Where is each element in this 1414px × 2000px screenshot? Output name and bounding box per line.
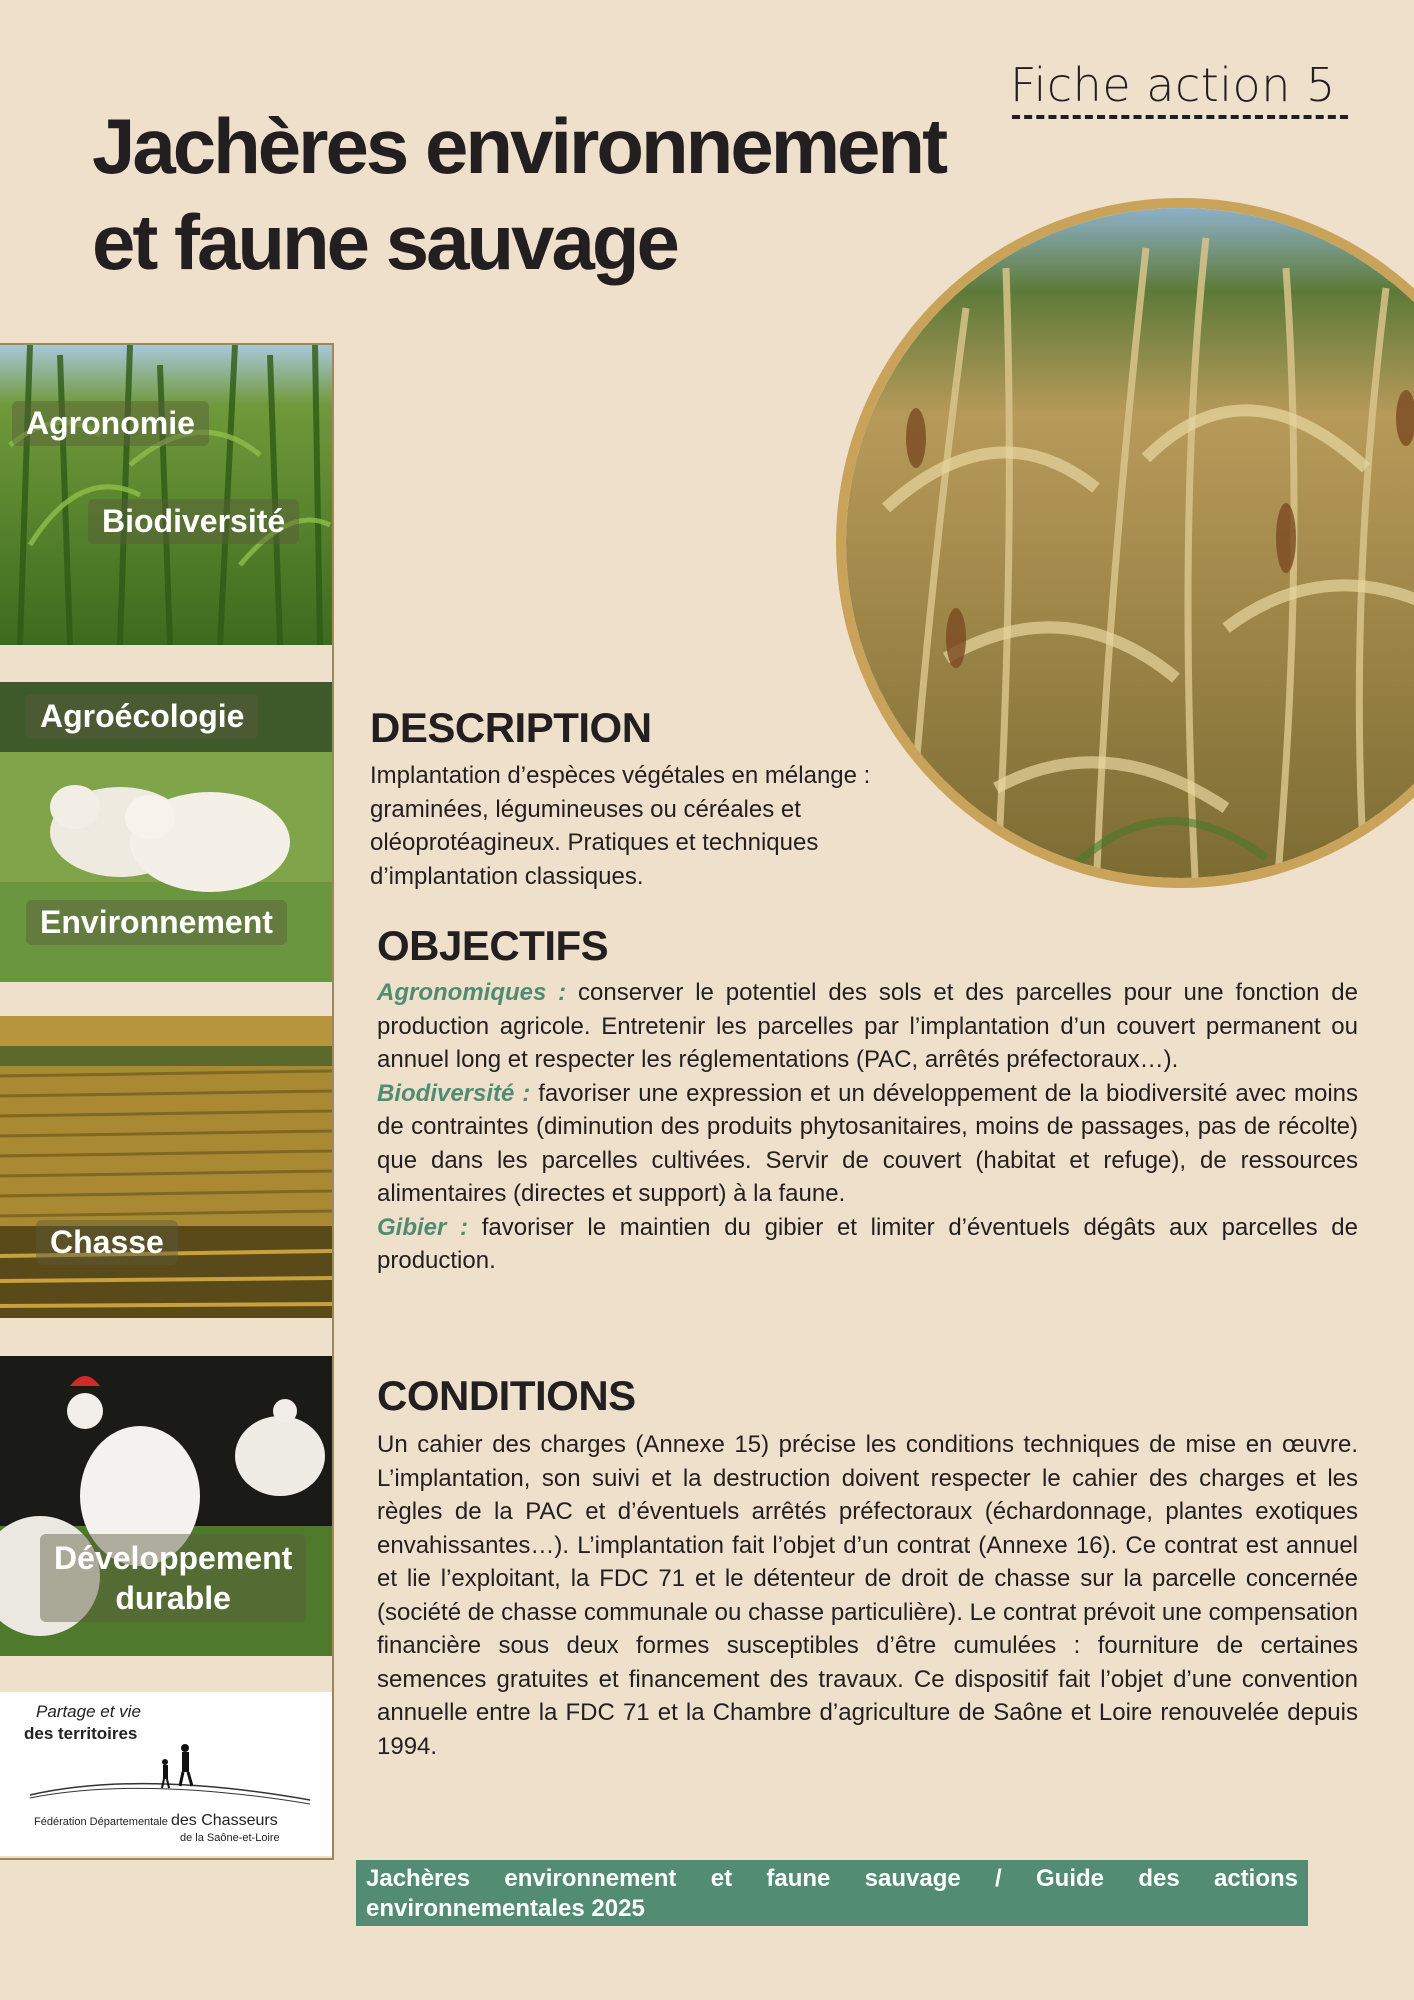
tag-chasse: Chasse (36, 1220, 178, 1265)
objectif-text: conserver le potentiel des sols et des parcelles pour une fonction de production agricole. Entretenir les parcelles par l’implantation d’un couvert permanent ou annuel long et respecter les réglementations (PAC, arrêtés préfectoraux…). (377, 979, 1358, 1073)
logo-line2: des territoires (24, 1724, 138, 1743)
logo-line1: Partage et vie (36, 1702, 141, 1721)
tile-cows (0, 682, 332, 982)
tile-rooster (0, 1356, 332, 1656)
tag-agroecologie: Agroécologie (26, 694, 258, 739)
objectif-text: favoriser une expression et un développement de la biodiversité avec moins de contraintes (diminution des produits phytosanitaires, moins de passages, pas de récolte) que dans les parcelles cultivées. Servir de couvert (habitat et refuge), de ressources alimentaires (directes et support) à la faune. (377, 1079, 1359, 1207)
objectif-agronomiques (377, 979, 1358, 1073)
logo-line4: de la Saône-et-Loire (180, 1832, 280, 1844)
fiche-label: Fiche action 5 (1010, 58, 1336, 112)
tag-biodiversite: Biodiversité (88, 499, 299, 544)
sorghum-field-image (846, 208, 1414, 888)
fiche-underline (1012, 115, 1348, 119)
conditions-heading: CONDITIONS (377, 1372, 636, 1419)
objectifs-text (377, 976, 1358, 1278)
objectif-label: Gibier : (377, 1213, 469, 1241)
title-line-2: et faune sauvage (92, 198, 677, 286)
tag-developpement-durable (40, 1534, 306, 1622)
logo-line3b: des Chasseurs (170, 1812, 278, 1829)
title-line-1: Jachères environnement (92, 102, 946, 190)
corn-field-image (0, 345, 332, 645)
vineyard-fields-image (0, 1016, 332, 1318)
tag-environnement: Environnement (26, 900, 287, 945)
logo-line3 (34, 1812, 278, 1830)
page-title (92, 98, 945, 290)
logo-line3a: Fédération Départementale (34, 1816, 171, 1828)
tag-agronomie: Agronomie (12, 401, 209, 446)
objectif-label: Agronomiques : (377, 979, 567, 1006)
fdc-logo (0, 1692, 332, 1856)
objectif-biodiversite (377, 1080, 1358, 1208)
objectif-label: Biodiversité : (377, 1079, 531, 1107)
tile-corn (0, 345, 332, 645)
description-heading: DESCRIPTION (370, 704, 652, 751)
description-text: Implantation d’espèces végétales en mélange : graminées, légumineuses ou céréales et oléoprotéagineux. Pratiques et techniques d’implantation classiques. (370, 762, 871, 890)
tag-developpement-line2: durable (115, 1580, 231, 1616)
tile-fields (0, 1016, 332, 1318)
conditions-text: Un cahier des charges (Annexe 15) précise les conditions techniques de mise en œuvre. L’implantation, son suivi et la destruction doivent respecter le cahier des charges et les règles de la PAC et d’éventuels arrêtés préfectoraux (échardonnage, plantes exotiques envahissantes…). L’implantation fait l’objet d’un contrat (Annexe 16). Ce contrat est annuel et lie l’exploitant, la FDC 71 et le détenteur de droit de chasse sur la parcelle concernée (société de chasse communale ou chasse particulière). Le contrat prévoit une compensation financière sous deux formes susceptibles d’être cumulées : fourniture de certaines semences gratuites et financement des travaux. Ce dispositif fait l’objet d’une convention annuelle entre la FDC 71 et la Chambre d’agriculture de Saône et Loire renouvelée depuis 1994. (377, 1431, 1358, 1760)
footer-banner: Jachères environnement et faune sauvage / Guide des actions environnementales 2025 (356, 1860, 1308, 1926)
hunters-silhouette-icon (20, 1740, 310, 1810)
objectif-text: favoriser le maintien du gibier et limiter d’éventuels dégâts aux parcelles de production. (377, 1213, 1358, 1274)
tag-developpement-line1: Développement (54, 1540, 293, 1576)
objectif-gibier (377, 1214, 1358, 1275)
objectifs-heading: OBJECTIFS (377, 922, 609, 969)
